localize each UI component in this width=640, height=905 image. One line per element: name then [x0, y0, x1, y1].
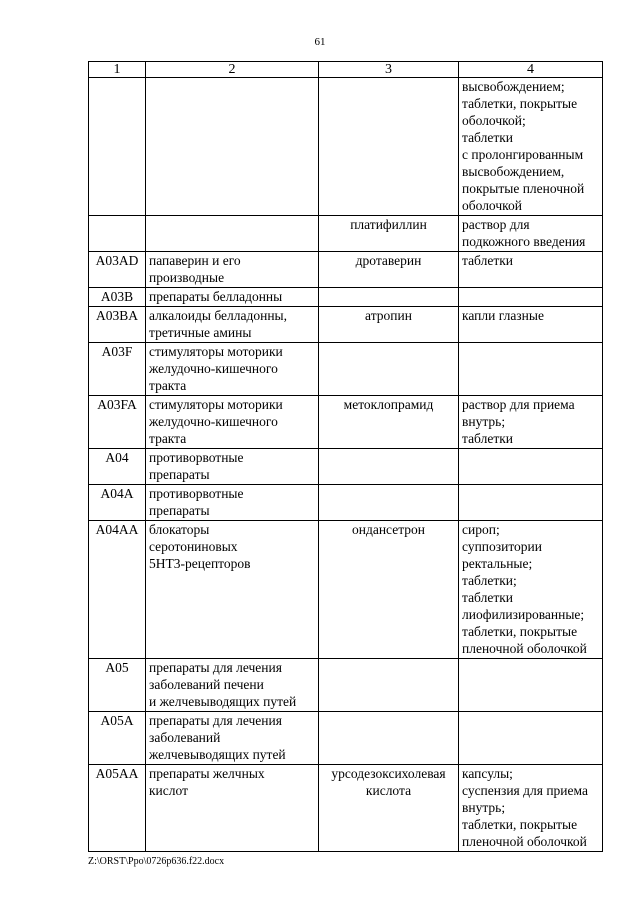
drug-cell: метоклопрамид	[319, 396, 459, 449]
table-row	[89, 252, 603, 288]
drug-cell	[319, 288, 459, 307]
code-cell: A04AA	[89, 521, 146, 659]
drug-cell: платифиллин	[319, 216, 459, 252]
group-cell: противорвотные препараты	[146, 449, 319, 485]
group-cell: блокаторы серотониновых 5HT3-рецепторов	[146, 521, 319, 659]
code-cell: A04	[89, 449, 146, 485]
code-cell: A03FA	[89, 396, 146, 449]
drug-cell	[319, 449, 459, 485]
form-cell: сироп; суппозитории ректальные; таблетки; таблетки лиофилизированные; таблетки, покрытые пленочной оболочкой	[459, 521, 603, 659]
code-cell	[89, 78, 146, 216]
code-cell: A05A	[89, 712, 146, 765]
table-row	[89, 78, 603, 216]
form-cell: раствор для приема внутрь; таблетки	[459, 396, 603, 449]
code-cell: A03F	[89, 343, 146, 396]
form-cell: высвобождением; таблетки, покрытые оболочкой; таблетки с пролонгированным высвобождением, покрытые пленочной оболочкой	[459, 78, 603, 216]
column-header: 3	[319, 62, 459, 78]
table-row	[89, 765, 603, 852]
group-cell: противорвотные препараты	[146, 485, 319, 521]
form-cell	[459, 343, 603, 396]
drug-cell: ондансетрон	[319, 521, 459, 659]
footer-file-path: Z:\ORST\Ppo\0726p636.f22.docx	[88, 856, 225, 867]
form-cell: капсулы; суспензия для приема внутрь; таблетки, покрытые пленочной оболочкой	[459, 765, 603, 852]
drug-cell	[319, 78, 459, 216]
table-row	[89, 449, 603, 485]
group-cell: папаверин и его производные	[146, 252, 319, 288]
group-cell	[146, 78, 319, 216]
group-cell	[146, 216, 319, 252]
page-number: 61	[314, 36, 326, 48]
drug-cell: атропин	[319, 307, 459, 343]
code-cell: A05	[89, 659, 146, 712]
drug-table	[88, 61, 603, 852]
column-header: 2	[146, 62, 319, 78]
table-row	[89, 396, 603, 449]
code-cell: A03AD	[89, 252, 146, 288]
drug-cell	[319, 712, 459, 765]
code-cell: A03B	[89, 288, 146, 307]
column-header: 4	[459, 62, 603, 78]
drug-cell: дротаверин	[319, 252, 459, 288]
table-row	[89, 343, 603, 396]
table-row	[89, 485, 603, 521]
form-cell	[459, 485, 603, 521]
group-cell: препараты для лечения заболеваний печени и желчевыводящих путей	[146, 659, 319, 712]
group-cell: препараты белладонны	[146, 288, 319, 307]
group-cell: препараты желчных кислот	[146, 765, 319, 852]
form-cell: таблетки	[459, 252, 603, 288]
table-row	[89, 712, 603, 765]
group-cell: стимуляторы моторики желудочно-кишечного тракта	[146, 343, 319, 396]
table-row	[89, 288, 603, 307]
form-cell: раствор для подкожного введения	[459, 216, 603, 252]
drug-cell: урсодезоксихолевая кислота	[319, 765, 459, 852]
code-cell: A03BA	[89, 307, 146, 343]
form-cell: капли глазные	[459, 307, 603, 343]
table-row	[89, 521, 603, 659]
column-header: 1	[89, 62, 146, 78]
drug-cell	[319, 659, 459, 712]
code-cell: A05AA	[89, 765, 146, 852]
drug-cell	[319, 343, 459, 396]
header-row	[89, 62, 603, 78]
drug-cell	[319, 485, 459, 521]
table-row	[89, 659, 603, 712]
table-row	[89, 216, 603, 252]
code-cell: A04A	[89, 485, 146, 521]
group-cell: стимуляторы моторики желудочно-кишечного тракта	[146, 396, 319, 449]
table-row	[89, 307, 603, 343]
form-cell	[459, 712, 603, 765]
form-cell	[459, 449, 603, 485]
form-cell	[459, 288, 603, 307]
code-cell	[89, 216, 146, 252]
group-cell: препараты для лечения заболеваний желчевыводящих путей	[146, 712, 319, 765]
form-cell	[459, 659, 603, 712]
group-cell: алкалоиды белладонны, третичные амины	[146, 307, 319, 343]
table-body	[89, 62, 603, 852]
